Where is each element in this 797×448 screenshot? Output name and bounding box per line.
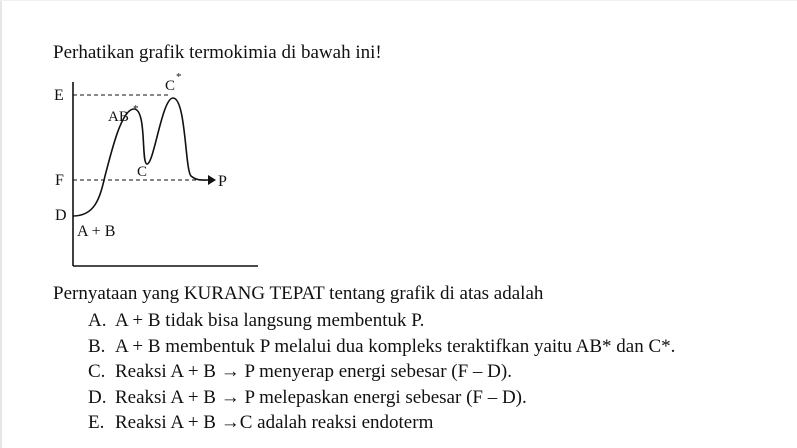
option-e[interactable] (88, 410, 675, 436)
option-d[interactable] (88, 385, 675, 411)
question-stem: Pernyataan yang KURANG TEPAT tentang grafik di atas adalah (53, 283, 544, 304)
label-e: E (54, 87, 64, 104)
label-ab-star: AB (108, 109, 129, 125)
option-e-text: Reaksi A + B →C adalah reaksi endoterm (115, 412, 434, 433)
option-b[interactable] (88, 334, 675, 360)
label-c-intermediate: C (137, 164, 148, 180)
option-c-letter: C. (88, 361, 106, 382)
label-ab-star-superscript: * (133, 103, 139, 115)
option-d-text: Reaksi A + B → P melepaskan energi sebesar (F – D). (115, 386, 527, 408)
option-a-letter: A. (88, 310, 107, 331)
energy-diagram (50, 68, 290, 278)
option-b-letter: B. (88, 335, 106, 357)
option-a[interactable] (88, 308, 675, 334)
answer-options (88, 308, 675, 436)
label-p: P (218, 173, 227, 190)
label-f: F (55, 172, 64, 189)
option-e-letter: E. (88, 412, 105, 433)
option-c[interactable] (88, 359, 675, 385)
page-left-border (0, 0, 2, 448)
question-title: Perhatikan grafik termokimia di bawah ini! (53, 42, 382, 63)
page-top-border (0, 0, 797, 1)
product-arrowhead (208, 175, 216, 185)
option-c-text: Reaksi A + B → P menyerap energi sebesar (F – D). (115, 361, 512, 382)
option-a-text: A + B tidak bisa langsung membentuk P. (115, 310, 425, 331)
reaction-curve (73, 98, 208, 216)
label-reactants: A + B (77, 223, 116, 240)
option-b-text: A + B membentuk P melalui dua kompleks teraktifkan yaitu AB* dan C*. (115, 335, 676, 357)
label-d: D (55, 207, 67, 224)
label-c-star: C (165, 78, 176, 94)
energy-diagram-svg (50, 68, 290, 278)
label-c-star-superscript: * (176, 71, 182, 83)
option-d-letter: D. (88, 386, 107, 408)
